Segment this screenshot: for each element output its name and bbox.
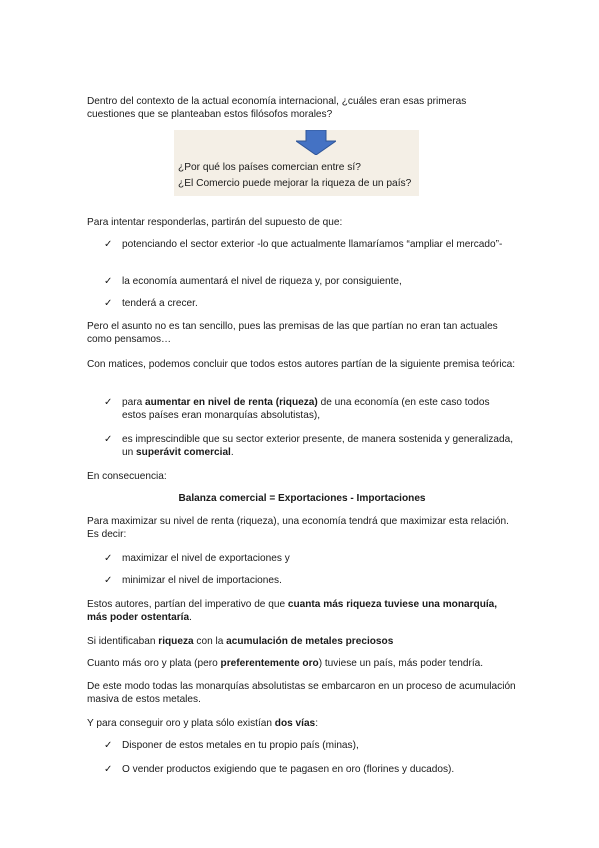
check-icon: ✓ [104, 764, 113, 775]
list-item-text: minimizar el nivel de importaciones. [122, 575, 282, 586]
list-item [104, 552, 516, 565]
intro-paragraph: Dentro del contexto de la actual economía internacional, ¿cuáles eran esas primeras cuestiones que se planteaban estos filósofos morales? [87, 96, 467, 121]
identificaban-paragraph: Si identificaban riqueza con la acumulación de metales preciosos [87, 636, 394, 647]
question-2: ¿El Comercio puede mejorar la riqueza de un país? [178, 178, 412, 189]
check-icon: ✓ [104, 575, 113, 586]
list-item [104, 275, 516, 288]
list-item-text: O vender productos exigiendo que te pagasen en oro (florines y ducados). [122, 764, 455, 775]
vias-paragraph: Y para conseguir oro y plata sólo existían dos vías: [87, 718, 318, 729]
list-item [104, 574, 516, 587]
modo-paragraph: De este modo todas las monarquías absolutistas se embarcaron en un proceso de acumulación masiva de estos metales. [87, 681, 516, 706]
list-item [104, 297, 516, 310]
list-item-text: la economía aumentará el nivel de riqueza y, por consiguiente, [122, 276, 402, 287]
check-icon: ✓ [104, 434, 113, 445]
list-item [104, 396, 516, 423]
check-icon: ✓ [104, 740, 113, 751]
autores-paragraph: Estos autores, partían del imperativo de que cuanta más riqueza tuviese una monarquía, más poder ostentaría. [87, 599, 498, 624]
list-item [104, 238, 516, 251]
list-item [104, 433, 516, 460]
list-item-text: Disponer de estos metales en tu propio país (minas), [122, 740, 359, 751]
list-item-text: para aumentar en nivel de renta (riqueza) de una economía (en este caso todos estos países eran monarquías absolutistas), [122, 397, 490, 422]
check-icon: ✓ [104, 298, 113, 309]
asunto-paragraph: Pero el asunto no es tan sencillo, pues las premisas de las que partían no eran tan actuales como pensamos… [87, 321, 498, 346]
list-item-text: es imprescindible que su sector exterior presente, de manera sostenida y generalizada, un superávit comercial. [122, 434, 514, 459]
question-1: ¿Por qué los países comercian entre sí? [178, 162, 361, 173]
list-item-text: tenderá a crecer. [122, 298, 198, 309]
list-item [104, 739, 516, 752]
oro-paragraph: Cuanto más oro y plata (pero preferentemente oro) tuviese un país, más poder tendría. [87, 658, 484, 669]
list-item-text: maximizar el nivel de exportaciones y [122, 553, 290, 564]
check-icon: ✓ [104, 276, 113, 287]
questions-box [174, 130, 419, 196]
down-arrow-icon [296, 130, 336, 155]
consecuencia-paragraph: En consecuencia: [87, 471, 167, 482]
list-item-text: potenciando el sector exterior -lo que actualmente llamaríamos “ampliar el mercado”- [122, 239, 503, 250]
check-icon: ✓ [104, 239, 113, 250]
balance-formula: Balanza comercial = Exportaciones - Importaciones [178, 493, 426, 504]
responder-paragraph: Para intentar responderlas, partirán del supuesto de que: [87, 217, 343, 228]
maximizar-paragraph: Para maximizar su nivel de renta (riqueza), una economía tendrá que maximizar esta relación. Es decir: [87, 516, 509, 541]
list-item [104, 763, 516, 776]
check-icon: ✓ [104, 553, 113, 564]
matices-paragraph: Con matices, podemos concluir que todos estos autores partían de la siguiente premisa teórica: [87, 359, 516, 370]
check-icon: ✓ [104, 397, 113, 408]
